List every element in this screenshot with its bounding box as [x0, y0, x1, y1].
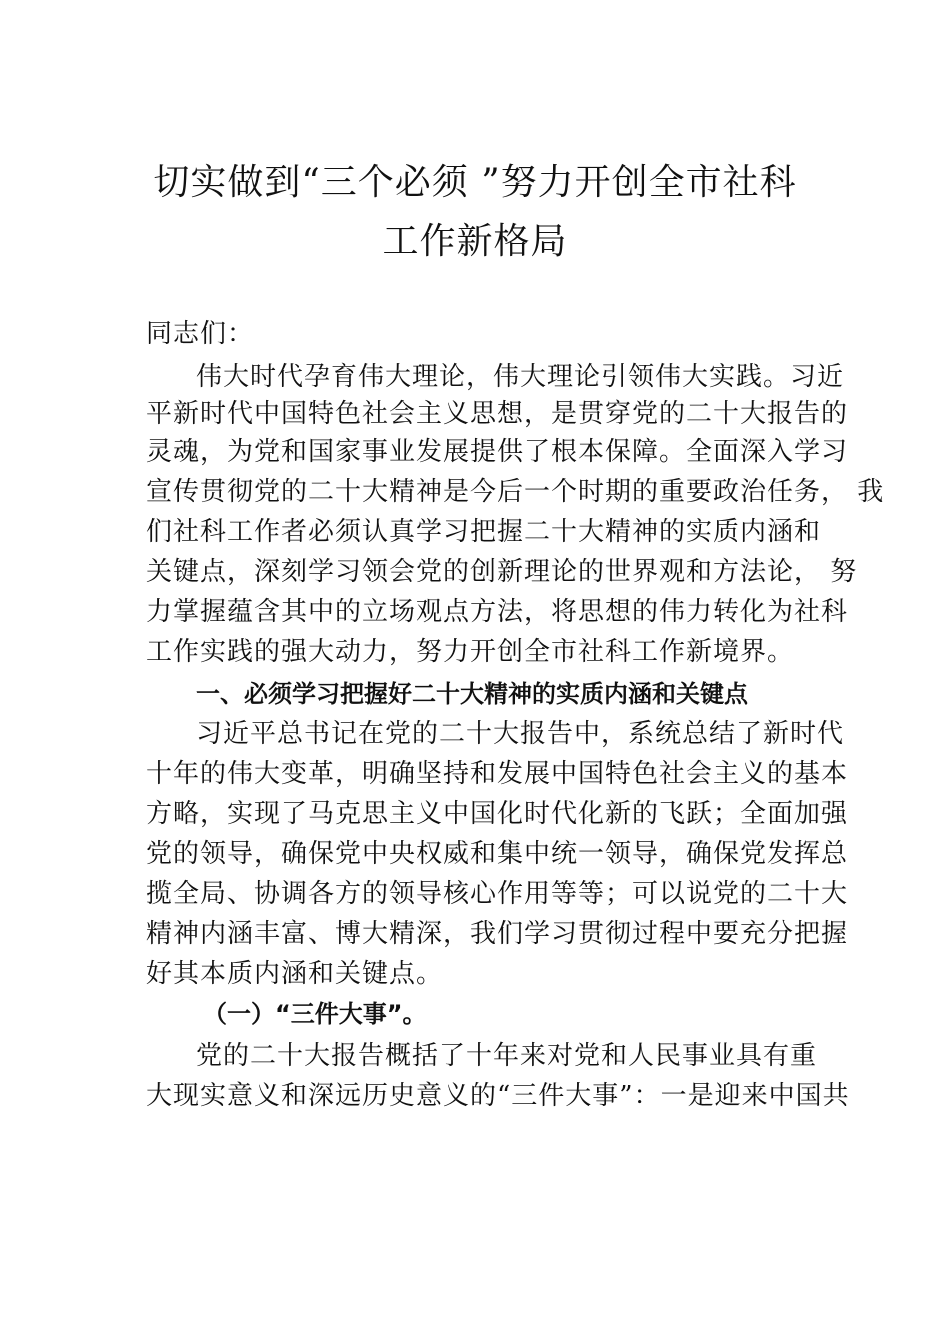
paragraph-line: 党的领导，确保党中央权威和集中统一领导，确保党发挥总 [146, 839, 849, 869]
subsection-heading: （一）“三件大事”。 [203, 1000, 427, 1028]
paragraph-line: 方略，实现了马克思主义中国化时代化新的飞跃；全面加强 [146, 799, 849, 829]
document-title-line-1: 切实做到“三个必须 ”努力开创全市社科 [153, 162, 797, 203]
paragraph-line: 平新时代中国特色社会主义思想，是贯穿党的二十大报告的 [146, 399, 849, 429]
paragraph-line: 十年的伟大变革，明确坚持和发展中国特色社会主义的基本 [146, 759, 849, 789]
paragraph-line: 揽全局、协调各方的领导核心作用等等；可以说党的二十大 [146, 879, 849, 909]
paragraph-line: 关键点，深刻学习领会党的创新理论的世界观和方法论， 努 [146, 557, 858, 587]
paragraph-line: 党的二十大报告概括了十年来对党和人民事业具有重 [196, 1041, 818, 1071]
document-title-line-2: 工作新格局 [382, 221, 568, 262]
paragraph-line: 精神内涵丰富、博大精深，我们学习贯彻过程中要充分把握 [146, 919, 849, 949]
paragraph-line: 力掌握蕴含其中的立场观点方法，将思想的伟力转化为社科 [146, 597, 849, 627]
paragraph-line: 好其本质内涵和关键点。 [146, 959, 444, 989]
paragraph-line: 宣传贯彻党的二十大精神是今后一个时期的重要政治任务， 我 [146, 477, 885, 507]
paragraph-line: 们社科工作者必须认真学习把握二十大精神的实质内涵和 [146, 517, 822, 547]
paragraph-line: 工作实践的强大动力，努力开创全市社科工作新境界。 [146, 637, 795, 667]
salutation: 同志们： [146, 319, 255, 349]
paragraph-line: 习近平总书记在党的二十大报告中，系统总结了新时代 [196, 719, 845, 749]
paragraph-line: 灵魂，为党和国家事业发展提供了根本保障。全面深入学习 [146, 437, 849, 467]
paragraph-line: 伟大时代孕育伟大理论，伟大理论引领伟大实践。习近 [196, 362, 845, 392]
section-heading: 一、必须学习把握好二十大精神的实质内涵和关键点 [196, 680, 748, 708]
paragraph-line: 大现实意义和深远历史意义的“三件大事”：一是迎来中国共 [146, 1081, 850, 1111]
